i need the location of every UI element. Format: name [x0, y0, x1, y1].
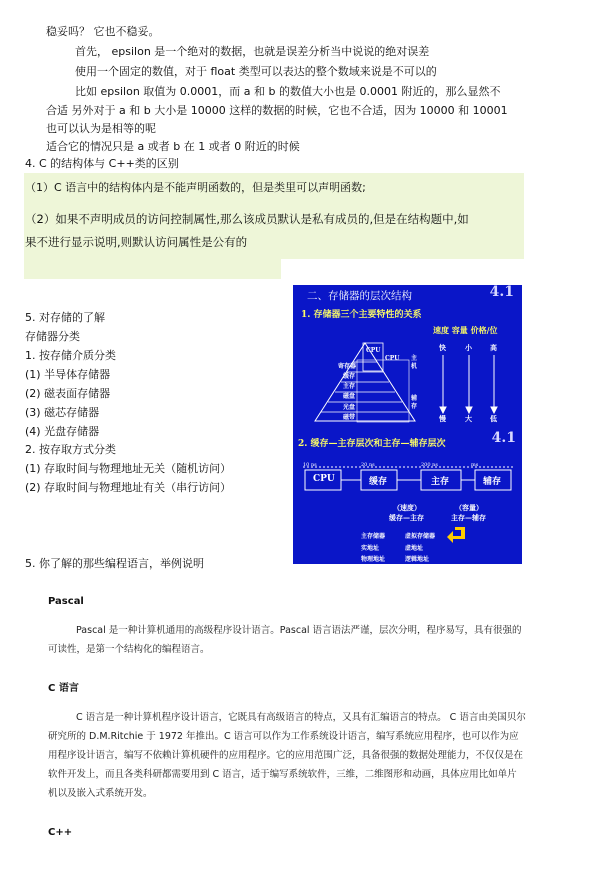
timing-label: 20 ns: [361, 462, 375, 468]
list-item: (3) 磁芯存储器: [25, 406, 100, 419]
pyramid-level: 磁盘: [343, 393, 356, 400]
timing-label: 200 ns: [421, 462, 438, 468]
pascal-heading: Pascal: [48, 596, 84, 607]
col-fast: 快: [439, 343, 446, 352]
text-line: 首先， epsilon 是一个绝对的数据，也就是误差分析当中说说的绝对误差: [75, 45, 430, 58]
slide-badge: 4.1: [489, 285, 514, 300]
slide-title: 二、存储器的层次结构: [307, 290, 412, 302]
list-item: 1. 按存储介质分类: [25, 349, 116, 362]
pyramid-level: 主存: [343, 383, 356, 390]
c-paragraph: C 语言是一种计算机程序设计语言，它既具有高级语言的特点，又具有汇编语言的特点。 C 语言由美国贝尔研究所的 D.M.Ritchie 于 1972 年推出。C 语言可以作为工作系统设计语言，编写系统应用程序，也可以作为应用程序设计语言，编写不依赖计算机硬件的应用程序。它的应用范围广泛，具备很强的数据处理能力，不仅仅是在软件开发上，而且各类科研都需要用到 C 语言，适于编写系统软件，三维，二维图形和动画，具体应用比如单片机以及嵌入式系统开发。: [48, 712, 526, 799]
col-slow: 慢: [439, 414, 446, 423]
section-4-line-3: 果不进行显示说明,则默认访问属性是公有的: [25, 235, 248, 249]
section-5-title: 5. 对存储的了解: [25, 311, 105, 324]
pascal-paragraph: Pascal 是一种计算机通用的高级程序设计语言。Pascal 语言语法严谨，层次分明，程序易写，具有很强的可读性，是第一个结构化的编程语言。: [48, 625, 522, 655]
box-label: 辅存: [483, 477, 502, 487]
slide-subtitle: 1. 存储器三个主要特性的关系: [301, 310, 422, 320]
table-cell: 逻辑地址: [405, 556, 430, 563]
table-cell: 主存储器: [361, 533, 386, 540]
slide-cache-hierarchy: [293, 427, 522, 564]
text-line: 合适 另外对于 a 和 b 大小是 10000 这样的数据的时候，它也不合适，因为 10000 和 10001: [46, 104, 508, 117]
list-item: (1) 半导体存储器: [25, 368, 111, 381]
list-item: (4) 光盘存储器: [25, 425, 100, 438]
timing-label: ms: [471, 462, 479, 468]
list-item: 2. 按存取方式分类: [25, 443, 116, 456]
section-4-title: 4. C 的结构体与 C++类的区别: [25, 157, 179, 170]
level-label: 主存—辅存: [451, 513, 486, 522]
capacity-label: （容量）: [455, 503, 483, 512]
timing-label: 10 ns: [303, 462, 317, 468]
section-4-line-1: （1）C 语言中的结构体内是不能声明函数的，但是类里可以声明函数;: [25, 181, 366, 194]
text-line: 也可以认为是相等的呢: [46, 122, 156, 135]
col-large: 大: [465, 414, 472, 423]
text-line: 使用一个固定的数值，对于 float 类型可以表达的整个数域来说是不可以的: [75, 65, 437, 78]
text-line: 稳妥吗？ 它也不稳妥。: [46, 25, 160, 38]
section-5-subtitle: 存储器分类: [25, 330, 80, 343]
col-small: 小: [465, 343, 472, 352]
table-cell: 虚地址: [405, 545, 424, 552]
section-5b-title: 5. 你了解的那些编程语言，举例说明: [25, 557, 204, 570]
list-item: (1) 存取时间与物理地址无关（随机访问）: [25, 462, 232, 475]
cpu-label: CPU: [366, 347, 381, 354]
list-item: (2) 存取时间与物理地址有关（串行访问）: [25, 481, 232, 494]
slide-memory-hierarchy: [293, 285, 522, 427]
text-line: 比如 epsilon 取值为 0.0001，而 a 和 b 的数值大小也是 0.0001 附近的，那么显然不: [75, 85, 501, 98]
column-headers: 速度 容量 价格/位: [433, 325, 498, 335]
pyramid-level: 寄存器: [338, 363, 357, 370]
slide-badge: 4.1: [491, 430, 516, 446]
box-label: 主存: [431, 477, 450, 487]
table-cell: 实地址: [361, 545, 380, 552]
text-line: 适合它的情况只是 a 或者 b 在 1 或者 0 附近的时候: [46, 140, 300, 153]
col-low: 低: [490, 414, 497, 423]
box-label: 缓存: [369, 477, 388, 487]
table-cell: 虚拟存储器: [405, 533, 436, 540]
aux-label: 辅存: [411, 395, 418, 410]
section-4-line-2: （2）如果不声明成员的访问控制属性,那么该成员默认是私有成员的,但是在结构题中,如: [25, 212, 469, 226]
slide-subtitle: 2. 缓存—主存层次和主存—辅存层次: [298, 439, 446, 449]
pyramid-level: 光盘: [343, 404, 356, 411]
box-label: CPU: [313, 474, 335, 484]
host-label: 主机: [411, 355, 418, 370]
cpu-label: CPU: [385, 355, 400, 362]
speed-label: （速度）: [393, 503, 421, 512]
cpp-heading: C++: [48, 827, 73, 838]
col-high: 高: [490, 343, 497, 352]
table-cell: 物理地址: [361, 556, 386, 563]
pyramid-level: 缓存: [343, 373, 356, 380]
highlight-block: [24, 201, 524, 259]
c-heading: C 语言: [48, 683, 79, 694]
highlight-block: [24, 259, 281, 279]
level-label: 缓存—主存: [389, 513, 424, 522]
list-item: (2) 磁表面存储器: [25, 387, 111, 400]
pyramid-level: 磁带: [343, 414, 356, 421]
